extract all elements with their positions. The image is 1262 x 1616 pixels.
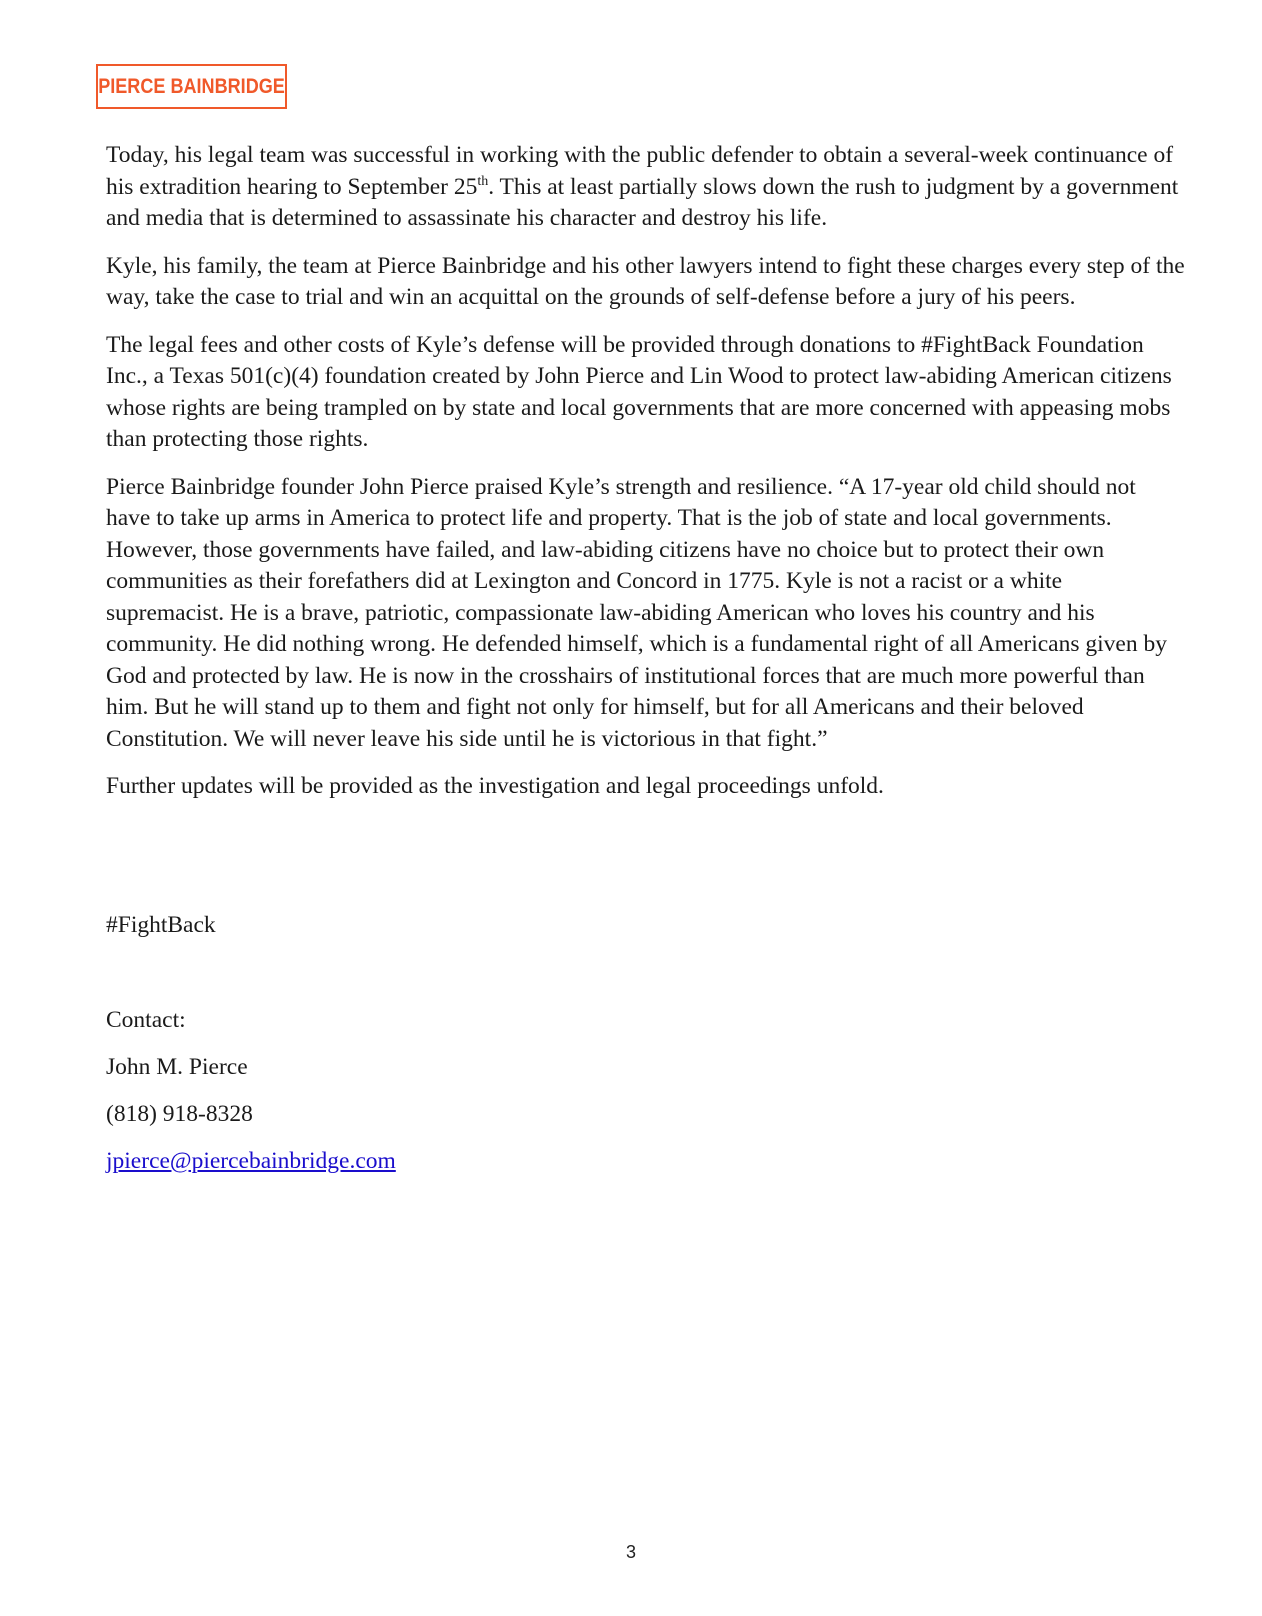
- contact-name: John M. Pierce: [106, 1054, 248, 1080]
- contact-email-link[interactable]: jpierce@piercebainbridge.com: [106, 1148, 396, 1174]
- pierce-bainbridge-logo: [96, 64, 287, 109]
- paragraph-continuance-text-a: Today, his legal team was successful in working with the public defender to obtain a several-week continuance of his extradition hearing to September 25: [106, 142, 1174, 200]
- paragraph-continuance-text-b: . This at least partially slows down the rush to judgment by a government and media that is determined to assassinate his character and destroy his life.: [106, 173, 1179, 231]
- press-release-body: [106, 140, 1186, 819]
- hashtag: #FightBack: [106, 912, 216, 938]
- paragraph-updates: Further updates will be provided as the investigation and legal proceedings unfold.: [106, 773, 884, 799]
- paragraph-intent: Kyle, his family, the team at Pierce Bainbridge and his other lawyers intend to fight these charges every step of the way, take the case to trial and win an acquittal on the grounds of self-defense before a jury of his peers.: [106, 252, 1185, 310]
- contact-label: Contact:: [106, 1007, 186, 1033]
- page-number: 3: [625, 1542, 636, 1562]
- contact-email-line: [106, 1146, 396, 1178]
- ordinal-superscript: th: [477, 173, 489, 189]
- contact-phone: (818) 918-8328: [106, 1101, 253, 1127]
- logo-text: PIERCE BAINBRIDGE: [98, 74, 285, 98]
- paragraph-continuance: [106, 140, 1186, 235]
- paragraph-quote: Pierce Bainbridge founder John Pierce praised Kyle’s strength and resilience. “A 17-year old child should not have to take up arms in America to protect life and property. That is the job of state and local governments. However, those governments have failed, and law-abiding citizens have no choice but to protect their own communities as their forefathers did at Lexington and Concord in 1775. Kyle is not a racist or a white supremacist. He is a brave, patriotic, compassionate law-abiding American who loves his country and his community. He did nothing wrong. He defended himself, which is a fundamental right of all Americans given by God and protected by law. He is now in the crosshairs of institutional forces that are much more powerful than him. But he will stand up to them and fight not only for himself, but for all Americans and their beloved Constitution. We will never leave his side until he is victorious in that fight.”: [106, 473, 1167, 752]
- paragraph-legal-fees: The legal fees and other costs of Kyle’s defense will be provided through donations to #FightBack Foundation Inc., a Texas 501(c)(4) foundation created by John Pierce and Lin Wood to protect law-abiding American citizens whose rights are being trampled on by state and local governments that are more concerned with appeasing mobs than protecting those rights.: [106, 331, 1172, 452]
